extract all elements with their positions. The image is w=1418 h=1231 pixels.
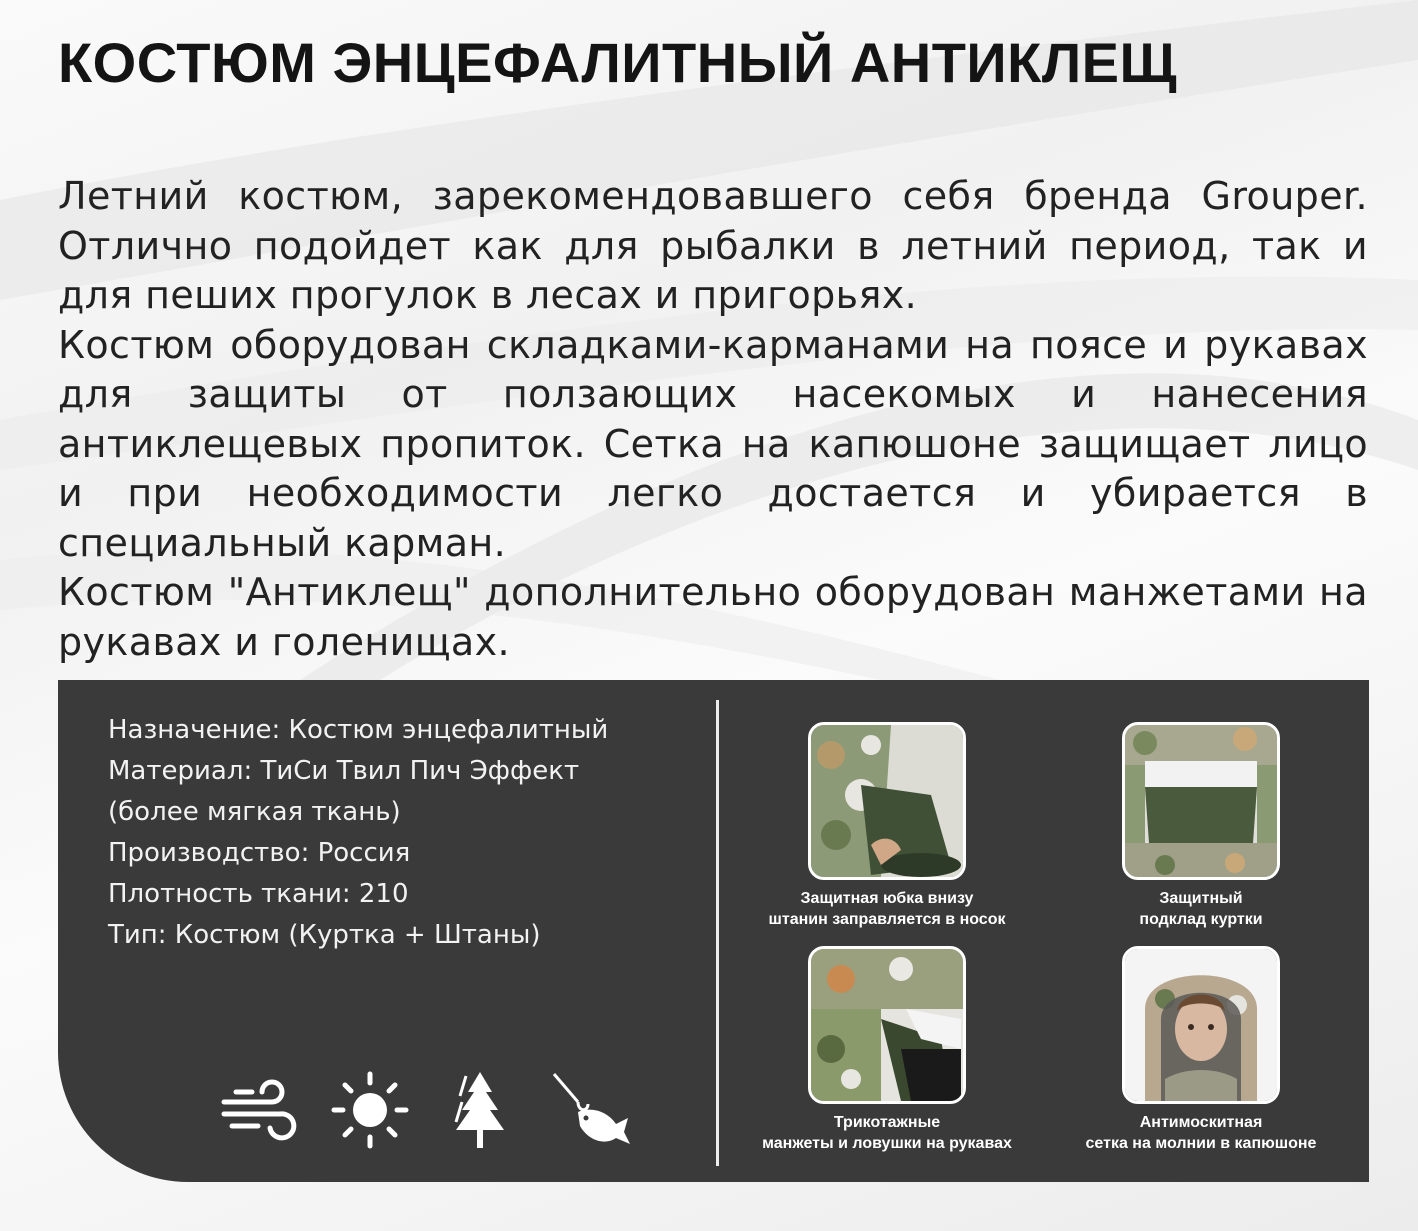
fish-hook-icon [548,1068,632,1152]
feature-caption: Антимоскитная сетка на молнии в капюшоне [1085,1114,1317,1152]
feature-caption: Трикотажные манжеты и ловушки на рукавах [762,1114,1012,1152]
description-paragraph: Костюм оборудован складками-карманами на поясе и рукавах для защиты от ползающих насекомых и нанесения антиклещевых пропиток. Сетка на капюшоне защищает лицо и при необходимости легко достается и убирается в специальный карман. [58,322,1368,565]
page-title: КОСТЮМ ЭНЦЕФАЛИТНЫЙ АНТИКЛЕЩ [58,31,1178,94]
product-description [58,172,1368,667]
description-paragraph: Костюм "Антиклещ" дополнительно оборудован манжетами на рукавах и голенищах. [58,570,1368,664]
tree-icon [438,1068,522,1152]
panel-divider [716,700,719,1166]
usage-icons [218,1068,632,1152]
jacket-lining-photo [1122,722,1280,880]
hood-net-photo [1122,946,1280,1104]
description-paragraph: Летний костюм, зарекомендовавшего себя бренда Grouper. Отлично подойдет как для рыбалки в летний период, так и для пеших прогулок в лесах и пригорьях. [58,174,1368,317]
spec-type: Тип: Костюм (Куртка + Штаны) [108,920,541,950]
feature-card [757,946,1017,1154]
feature-caption: Защитная юбка внизу штанин заправляется в носок [768,890,1006,928]
spec-material-note: (более мягкая ткань) [108,797,401,827]
spec-list [108,710,668,956]
feature-caption: Защитный подклад куртки [1139,890,1263,928]
feature-card [1071,946,1331,1154]
sleeve-cuffs-photo [808,946,966,1104]
sun-icon [328,1068,412,1152]
feature-card [1071,722,1331,930]
spec-material: Материал: ТиСи Твил Пич Эффект [108,756,580,786]
spec-origin: Производство: Россия [108,838,411,868]
spec-purpose: Назначение: Костюм энцефалитный [108,715,609,745]
feature-card [757,722,1017,930]
wind-icon [218,1068,302,1152]
spec-density: Плотность ткани: 210 [108,879,409,909]
pant-skirt-photo [808,722,966,880]
specs-panel [58,680,1369,1182]
